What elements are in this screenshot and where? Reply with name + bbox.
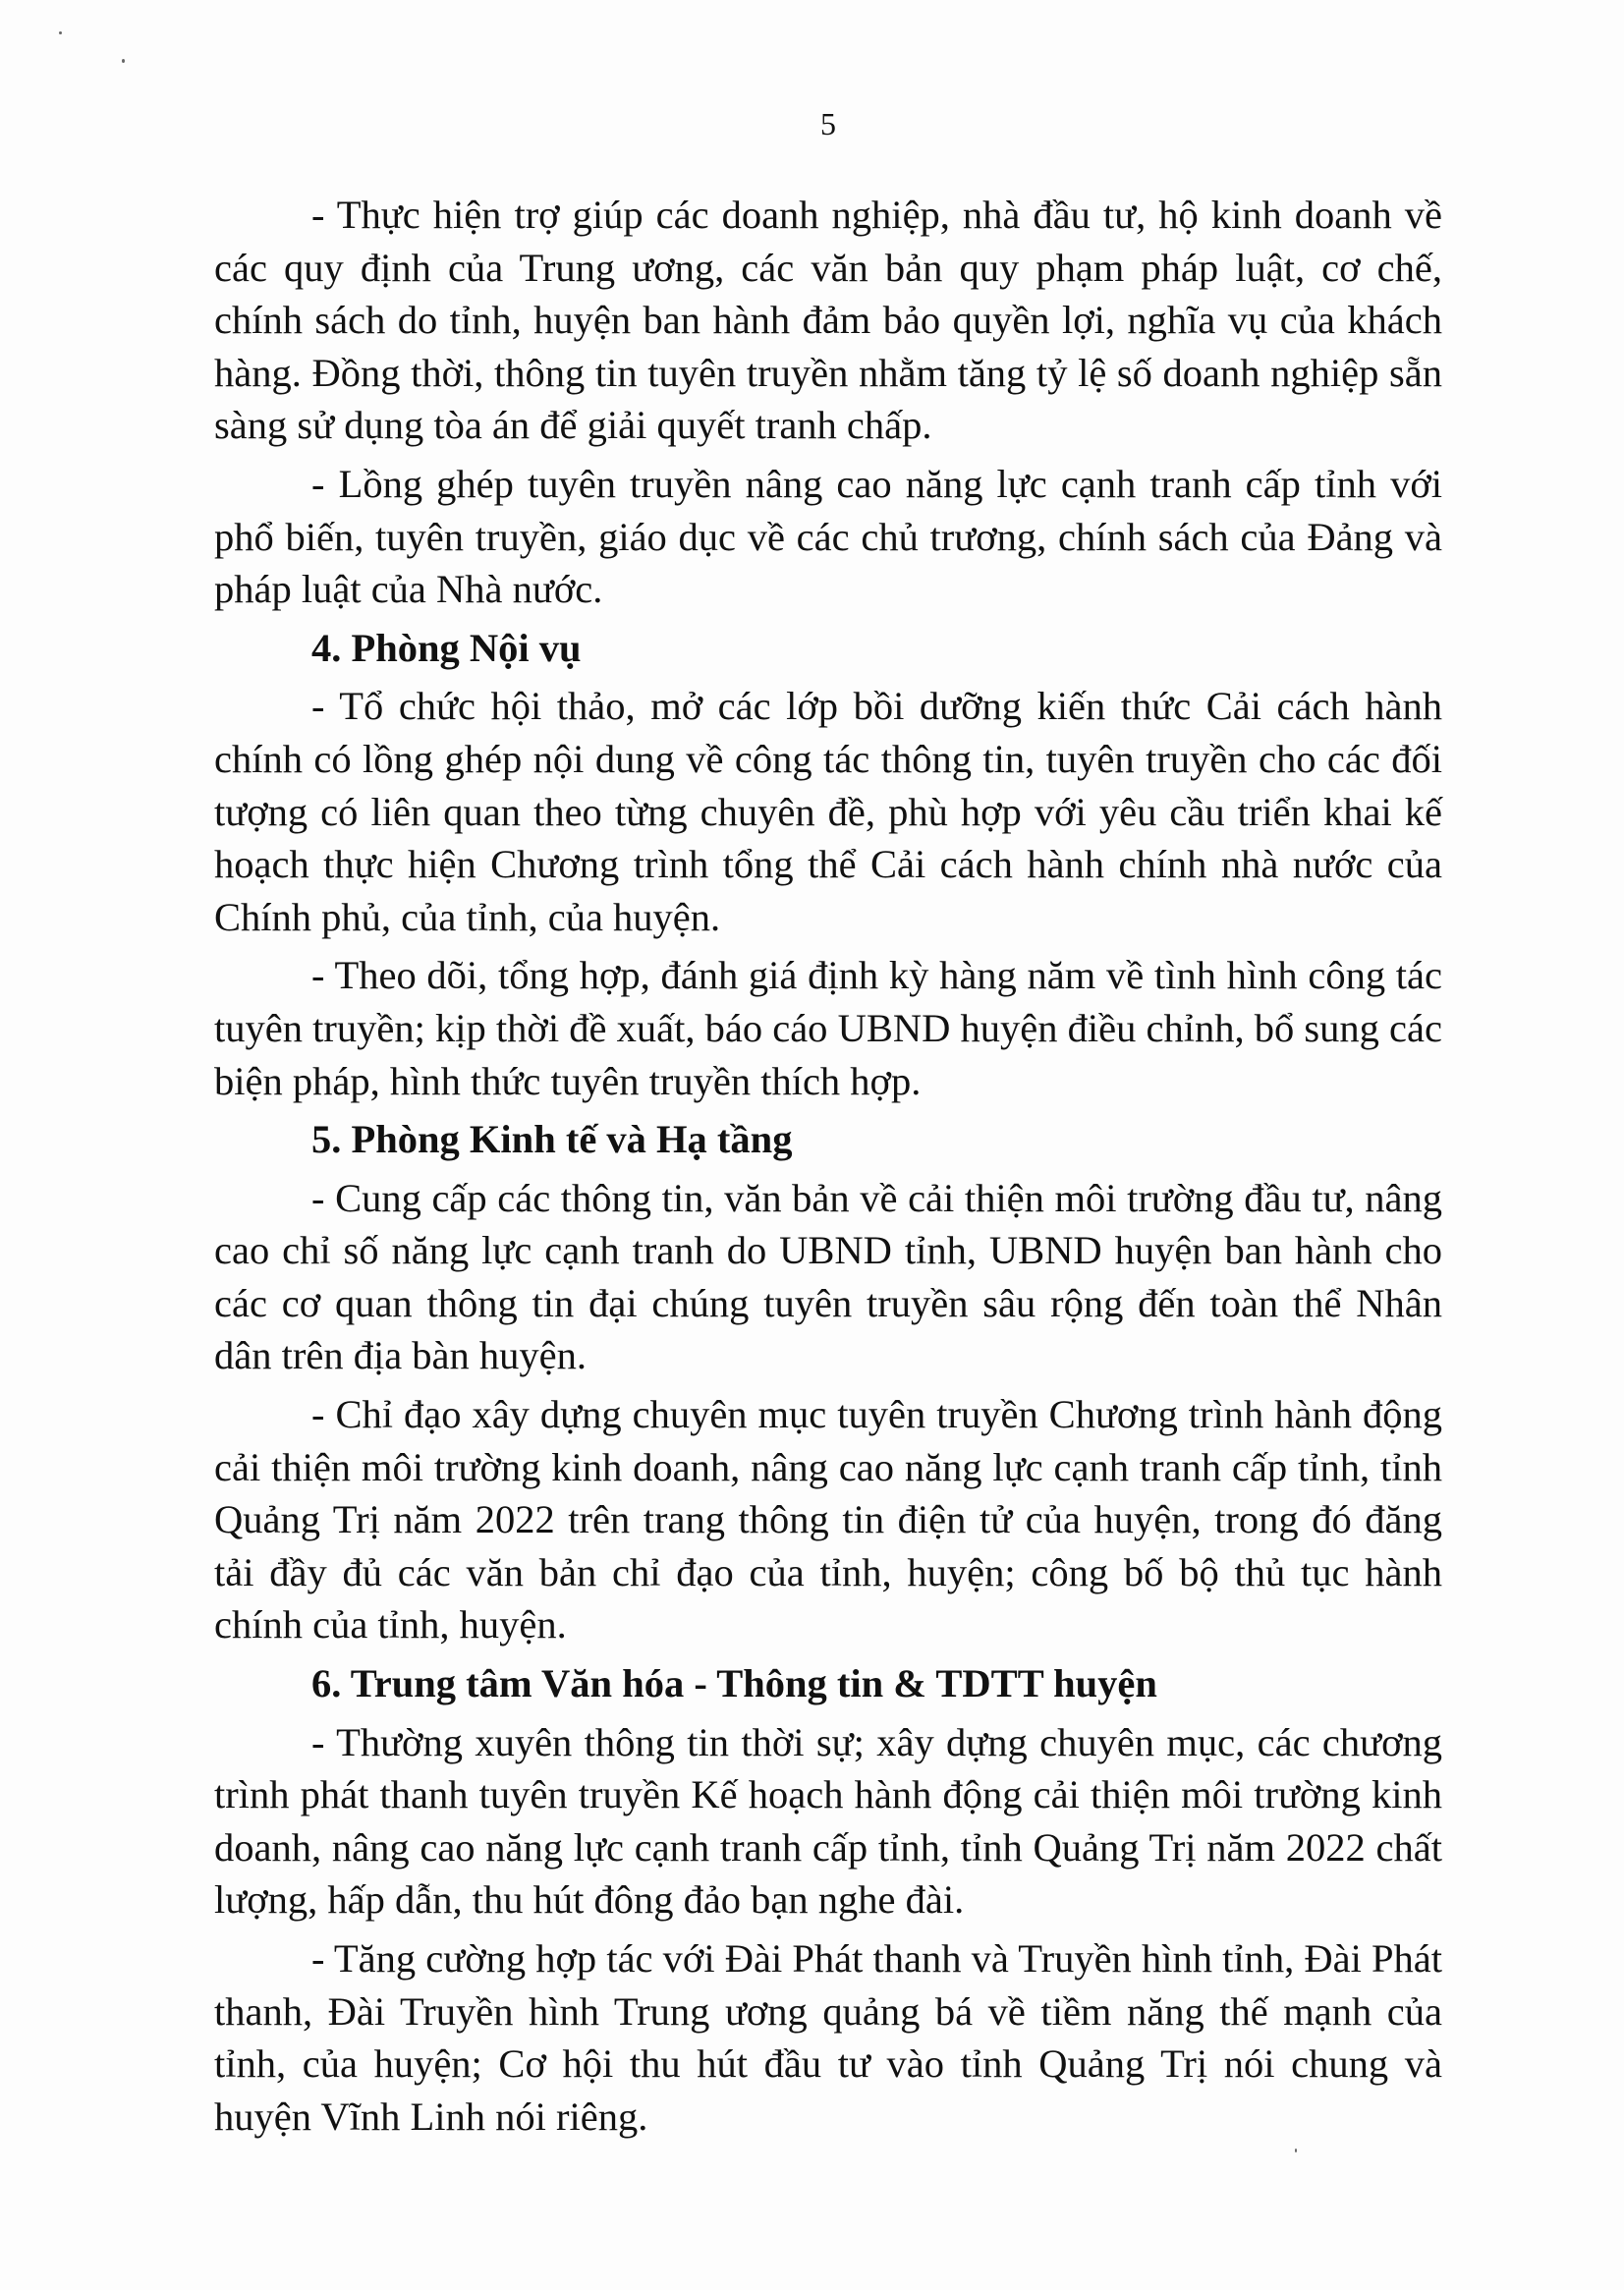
paragraph: - Chỉ đạo xây dựng chuyên mục tuyên truyền Chương trình hành động cải thiện môi trường kinh doanh, nâng cao năng lực cạnh tranh cấp tỉnh, tỉnh Quảng Trị năm 2022 trên trang thông tin điện tử của huyện, trong đó đăng tải đầy đủ các văn bản chỉ đạo của tỉnh, huyện; công bố bộ thủ tục hành chính của tỉnh, huyện. [214, 1392, 1442, 1648]
document-body [214, 189, 1442, 2149]
scan-speck [59, 31, 62, 34]
paragraph: - Thường xuyên thông tin thời sự; xây dựng chuyên mục, các chương trình phát thanh tuyên truyền Kế hoạch hành động cải thiện môi trường kinh doanh, nâng cao năng lực cạnh tranh cấp tỉnh, tỉnh Quảng Trị năm 2022 chất lượng, hấp dẫn, thu hút đông đảo bạn nghe đài. [214, 1719, 1442, 1923]
section-heading: 6. Trung tâm Văn hóa - Thông tin & TDTT huyện [311, 1661, 1157, 1706]
paragraph: - Cung cấp các thông tin, văn bản về cải thiện môi trường đầu tư, nâng cao chỉ số năng lực cạnh tranh do UBND tỉnh, UBND huyện ban hành cho các cơ quan thông tin đại chúng tuyên truyền sâu rộng đến toàn thể Nhân dân trên địa bàn huyện. [214, 1175, 1442, 1378]
paragraph: - Lồng ghép tuyên truyền nâng cao năng lực cạnh tranh cấp tỉnh với phổ biến, tuyên truyền, giáo dục về các chủ trương, chính sách của Đảng và pháp luật của Nhà nước. [214, 461, 1442, 612]
paragraph: - Thực hiện trợ giúp các doanh nghiệp, nhà đầu tư, hộ kinh doanh về các quy định của Trung ương, các văn bản quy phạm pháp luật, cơ chế, chính sách do tỉnh, huyện ban hành đảm bảo quyền lợi, nghĩa vụ của khách hàng. Đồng thời, thông tin tuyên truyền nhằm tăng tỷ lệ số doanh nghiệp sẵn sàng sử dụng tòa án để giải quyết tranh chấp. [214, 193, 1442, 448]
scan-speck [122, 59, 125, 63]
paragraph: - Tổ chức hội thảo, mở các lớp bồi dưỡng kiến thức Cải cách hành chính có lồng ghép nội dung về công tác thông tin, tuyên truyền cho các đối tượng có liên quan theo từng chuyên đề, phù hợp với yêu cầu triển khai kế hoạch thực hiện Chương trình tổng thể Cải cách hành chính nhà nước của Chính phủ, của tỉnh, của huyện. [214, 684, 1442, 939]
paragraph: - Theo dõi, tổng hợp, đánh giá định kỳ hàng năm về tình hình công tác tuyên truyền; kịp thời đề xuất, báo cáo UBND huyện điều chỉnh, bổ sung các biện pháp, hình thức tuyên truyền thích hợp. [214, 953, 1442, 1103]
page-number: 5 [820, 106, 836, 141]
section-heading: 5. Phòng Kinh tế và Hạ tầng [311, 1117, 793, 1162]
scan-speck [1295, 2149, 1297, 2152]
section-heading: 4. Phòng Nội vụ [311, 625, 582, 670]
paragraph: - Tăng cường hợp tác với Đài Phát thanh và Truyền hình tỉnh, Đài Phát thanh, Đài Truyền hình Trung ương quảng bá về tiềm năng thế mạnh của tỉnh, của huyện; Cơ hội thu hút đầu tư vào tỉnh Quảng Trị nói chung và huyện Vĩnh Linh nói riêng. [214, 1936, 1442, 2139]
